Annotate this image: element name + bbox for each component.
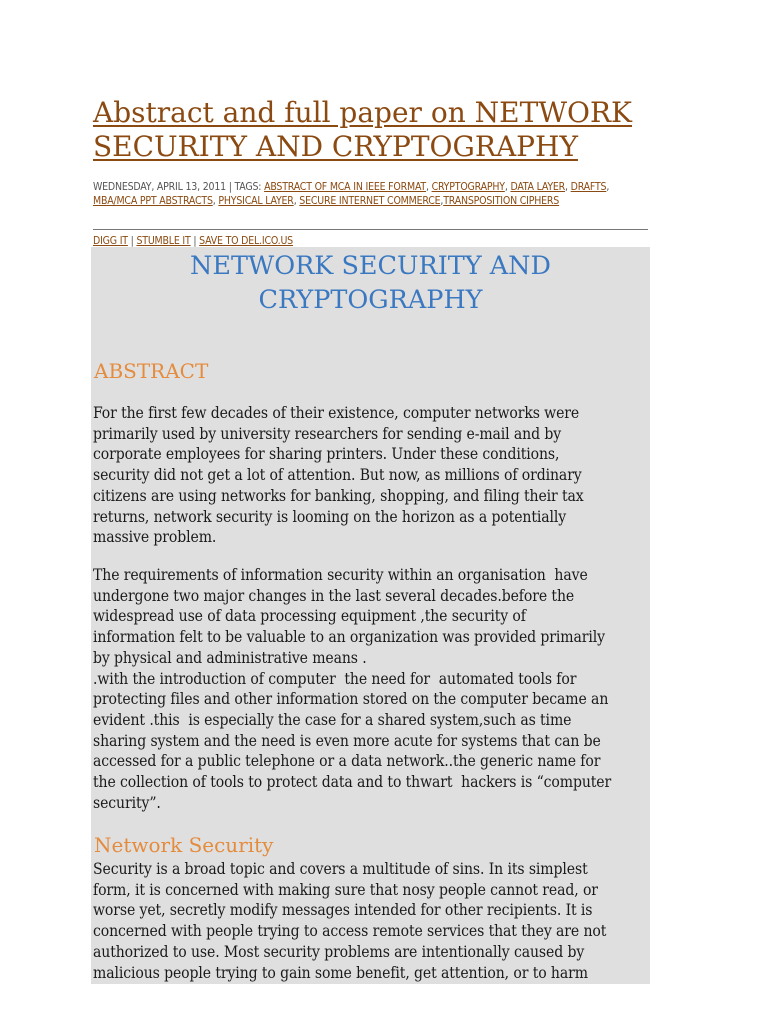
share-separator: | xyxy=(127,235,137,247)
text-line: undergone two major changes in the last several decades.before the xyxy=(93,586,575,605)
text-line: Security is a broad topic and covers a multitude of sins. In its simplest xyxy=(93,860,588,878)
text-line: information felt to be valuable to an organization was provided primarily xyxy=(93,628,605,647)
text-line: citizens are using networks for banking, shopping, and filing their tax xyxy=(93,486,584,505)
text-line: form, it is concerned with making sure that nosy people cannot read, or xyxy=(93,880,598,899)
save-to-delicious-link[interactable]: SAVE TO DEL.ICO.US xyxy=(199,235,293,247)
document-title xyxy=(91,249,650,317)
tag-link[interactable]: TRANSPOSITION CIPHERS xyxy=(443,194,560,207)
text-line: protecting files and other information stored on the computer became an xyxy=(93,690,609,709)
document-title-line: CRYPTOGRAPHY xyxy=(258,285,483,315)
text-line: .with the introduction of computer the need for automated tools for xyxy=(93,669,577,688)
document-title-line: NETWORK SECURITY AND xyxy=(190,251,551,281)
tag-link[interactable]: SECURE INTERNET COMMERCE xyxy=(299,194,441,207)
text-line: by physical and administrative means . xyxy=(93,648,367,667)
abstract-heading: ABSTRACT xyxy=(94,359,209,383)
share-separator: | xyxy=(190,235,200,247)
share-links xyxy=(93,235,648,247)
text-line: security did not get a lot of attention. But now, as millions of ordinary xyxy=(93,466,582,485)
text-line: massive problem. xyxy=(93,528,217,547)
tag-link[interactable]: MBA/MCA PPT ABSTRACTS xyxy=(93,194,213,207)
stumble-it-link[interactable]: STUMBLE IT xyxy=(136,235,191,247)
text-line: the collection of tools to protect data and to thwart hackers is “computer xyxy=(93,773,612,792)
text-line: evident .this is especially the case for a shared system,such as time xyxy=(93,710,572,729)
text-line: concerned with people trying to access remote services that they are not xyxy=(93,922,607,941)
text-line: security”. xyxy=(93,793,161,812)
abstract-paragraph-2 xyxy=(93,565,649,813)
network-security-paragraph xyxy=(93,859,649,983)
text-line: primarily used by university researchers for sending e-mail and by xyxy=(93,424,562,443)
text-line: accessed for a public telephone or a data network..the generic name for xyxy=(93,752,601,771)
tag-link[interactable]: CRYPTOGRAPHY xyxy=(431,181,505,193)
text-line: sharing system and the need is even more acute for systems that can be xyxy=(93,731,601,750)
text-line: worse yet, secretly modify messages intended for other recipients. It is xyxy=(93,901,593,920)
post-date: WEDNESDAY, APRIL 13, 2011 xyxy=(93,181,226,193)
abstract-paragraph-1 xyxy=(93,403,649,548)
post-title-link[interactable]: Abstract and full paper on NETWORK SECURITY AND CRYPTOGRAPHY xyxy=(93,96,632,163)
text-line: The requirements of information security within an organisation have xyxy=(93,566,588,584)
text-line: For the first few decades of their existence, computer networks were xyxy=(93,404,580,422)
text-line: returns, network security is looming on the horizon as a potentially xyxy=(93,507,567,526)
text-line: malicious people trying to gain some benefit, get attention, or to harm xyxy=(93,963,588,982)
tag-link[interactable]: PHYSICAL LAYER xyxy=(218,194,294,207)
tag-link[interactable]: ABSTRACT OF MCA IN IEEE FORMAT xyxy=(264,181,426,193)
text-line: authorized to use. Most security problems are intentionally caused by xyxy=(93,942,585,961)
text-line: corporate employees for sharing printers. Under these conditions, xyxy=(93,445,560,464)
tag-link[interactable]: DATA LAYER xyxy=(510,181,566,193)
divider xyxy=(93,229,648,230)
network-security-heading: Network Security xyxy=(94,833,274,857)
digg-it-link[interactable]: DIGG IT xyxy=(93,235,128,247)
post-meta: WEDNESDAY, APRIL 13, 2011 | TAGS: ABSTRACT OF MCA IN IEEE FORMAT, CRYPTOGRAPHY, DATA LAYER, DRAFTS, MBA/MCA PPT ABSTRACTS, PHYSICAL LAYER, SECURE INTERNET COMMERCE,TRANSPOSITION CIPHERS xyxy=(93,181,610,207)
embedded-document[interactable] xyxy=(91,247,650,984)
tag-link[interactable]: DRAFTS xyxy=(570,181,607,193)
text-line: widespread use of data processing equipment ,the security of xyxy=(93,607,526,626)
tags-label: | TAGS: xyxy=(225,181,265,193)
